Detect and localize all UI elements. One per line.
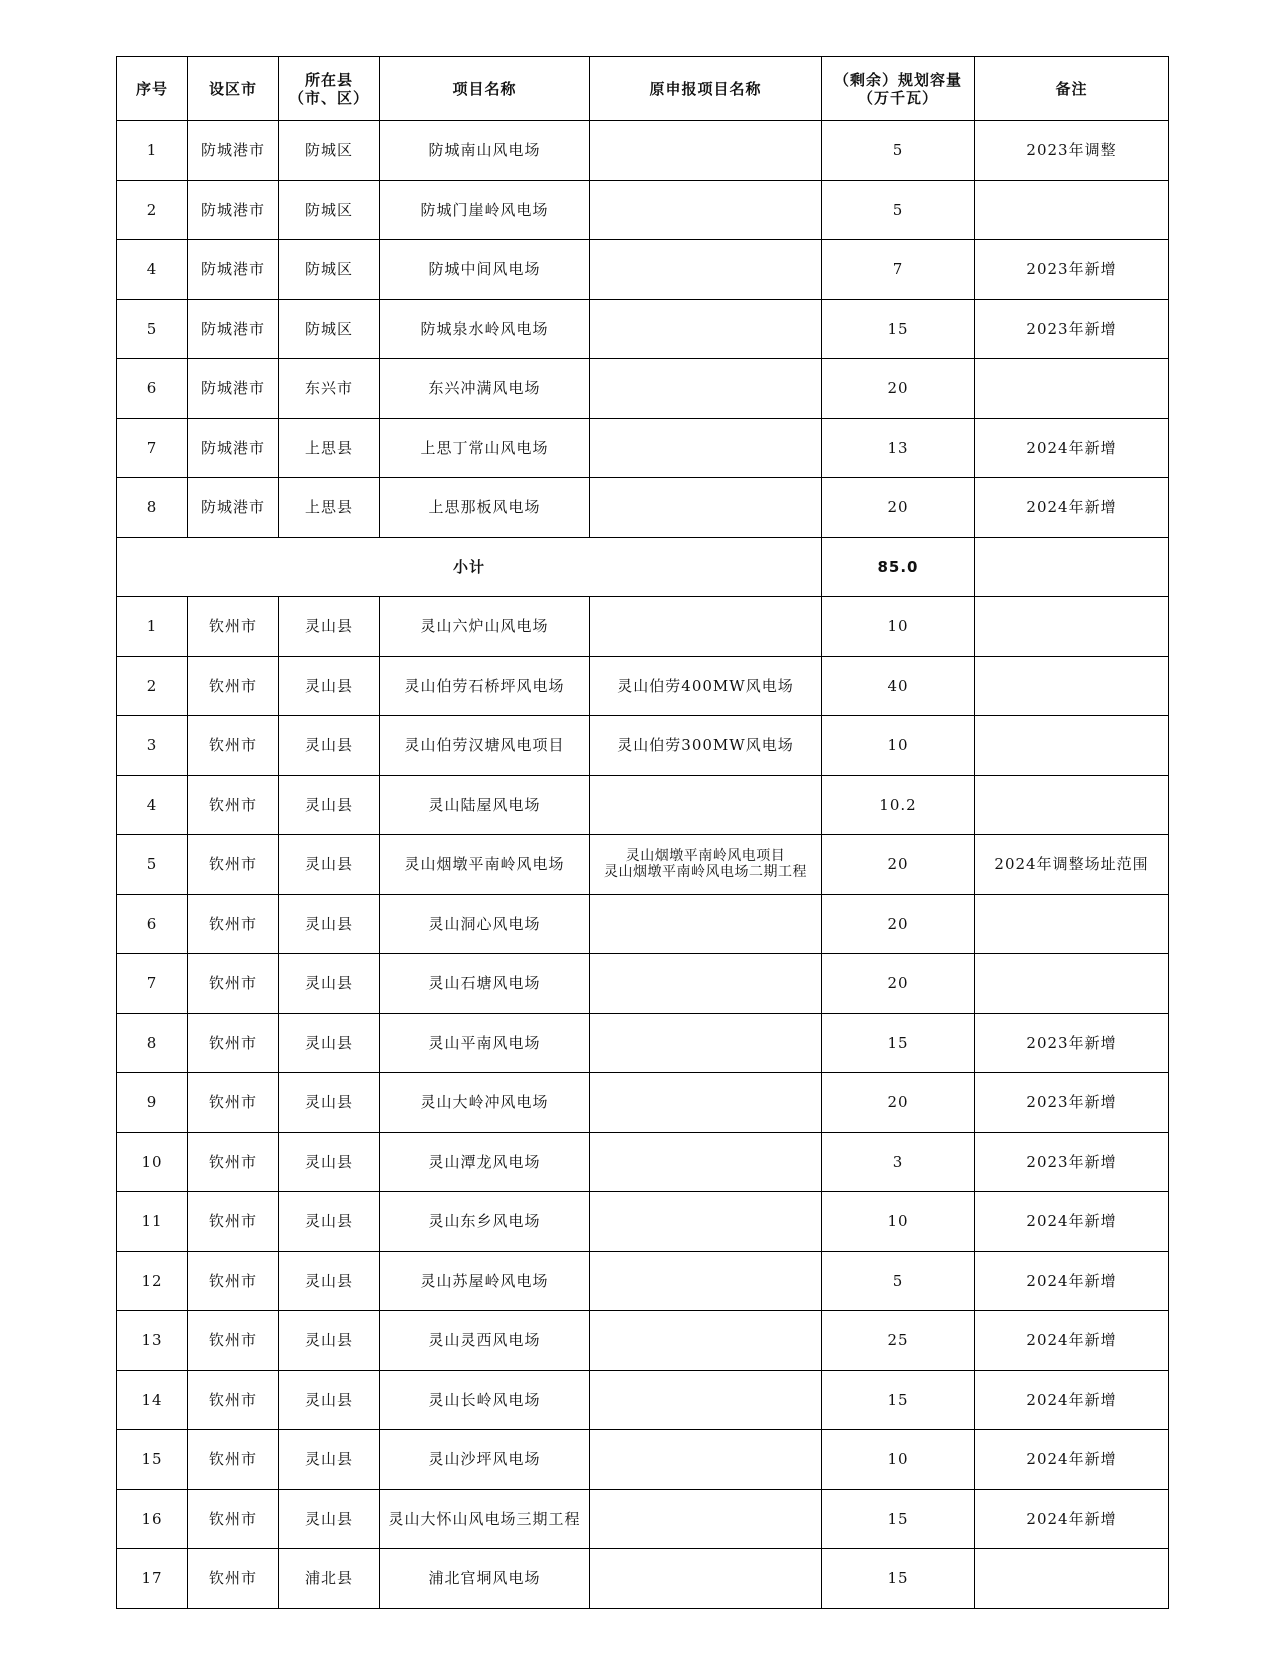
table-row [117, 716, 1169, 776]
cell-city: 钦州市 [188, 1251, 279, 1311]
table-row [117, 418, 1169, 478]
cell-seq: 1 [117, 121, 188, 181]
cell-project-name: 灵山长岭风电场 [380, 1370, 590, 1430]
table-row [117, 299, 1169, 359]
cell-capacity: 10 [822, 1430, 975, 1490]
cell-county: 灵山县 [279, 716, 380, 776]
cell-capacity: 20 [822, 359, 975, 419]
cell-seq: 1 [117, 597, 188, 657]
table-row [117, 1132, 1169, 1192]
table-row [117, 1489, 1169, 1549]
cell-original-name [590, 1430, 822, 1490]
cell-city: 钦州市 [188, 954, 279, 1014]
cell-note [975, 894, 1169, 954]
cell-city: 钦州市 [188, 894, 279, 954]
header-project-name: 项目名称 [380, 57, 590, 121]
cell-county: 防城区 [279, 299, 380, 359]
cell-county: 灵山县 [279, 954, 380, 1014]
table-row [117, 1549, 1169, 1609]
cell-capacity: 40 [822, 656, 975, 716]
cell-city: 防城港市 [188, 240, 279, 300]
cell-note [975, 954, 1169, 1014]
cell-capacity: 25 [822, 1311, 975, 1371]
cell-city: 钦州市 [188, 1073, 279, 1133]
cell-seq: 3 [117, 716, 188, 776]
cell-original-name [590, 1013, 822, 1073]
cell-project-name: 灵山东乡风电场 [380, 1192, 590, 1252]
cell-seq: 6 [117, 894, 188, 954]
cell-city: 钦州市 [188, 656, 279, 716]
header-county: 所在县 （市、区） [279, 57, 380, 121]
table-header [117, 57, 1169, 121]
cell-original-name: 灵山伯劳300MW风电场 [590, 716, 822, 776]
cell-capacity: 7 [822, 240, 975, 300]
cell-original-name [590, 299, 822, 359]
cell-note: 2024年新增 [975, 418, 1169, 478]
header-original-name: 原申报项目名称 [590, 57, 822, 121]
cell-note: 2023年新增 [975, 240, 1169, 300]
cell-project-name: 灵山六炉山风电场 [380, 597, 590, 657]
cell-city: 防城港市 [188, 121, 279, 181]
cell-project-name: 上思那板风电场 [380, 478, 590, 538]
header-seq: 序号 [117, 57, 188, 121]
cell-seq: 6 [117, 359, 188, 419]
cell-project-name: 防城泉水岭风电场 [380, 299, 590, 359]
cell-county: 防城区 [279, 180, 380, 240]
wind-farm-planning-table [116, 56, 1169, 1609]
cell-original-name [590, 1549, 822, 1609]
cell-capacity: 10.2 [822, 775, 975, 835]
table-row [117, 1073, 1169, 1133]
cell-county: 上思县 [279, 478, 380, 538]
cell-city: 钦州市 [188, 1370, 279, 1430]
header-city: 设区市 [188, 57, 279, 121]
cell-seq: 15 [117, 1430, 188, 1490]
cell-original-name [590, 1251, 822, 1311]
header-row [117, 57, 1169, 121]
cell-capacity: 3 [822, 1132, 975, 1192]
subtotal-capacity: 85.0 [822, 537, 975, 597]
cell-project-name: 灵山大怀山风电场三期工程 [380, 1489, 590, 1549]
cell-county: 灵山县 [279, 597, 380, 657]
cell-original-name [590, 597, 822, 657]
cell-note: 2024年新增 [975, 1370, 1169, 1430]
cell-capacity: 20 [822, 954, 975, 1014]
cell-seq: 5 [117, 299, 188, 359]
table-row [117, 240, 1169, 300]
cell-note [975, 359, 1169, 419]
cell-city: 防城港市 [188, 478, 279, 538]
cell-county: 灵山县 [279, 1073, 380, 1133]
table-row [117, 835, 1169, 895]
cell-city: 钦州市 [188, 1013, 279, 1073]
table-row [117, 1370, 1169, 1430]
cell-original-name [590, 894, 822, 954]
cell-seq: 9 [117, 1073, 188, 1133]
cell-note: 2023年调整 [975, 121, 1169, 181]
cell-city: 钦州市 [188, 775, 279, 835]
cell-seq: 10 [117, 1132, 188, 1192]
cell-county: 东兴市 [279, 359, 380, 419]
cell-original-name [590, 954, 822, 1014]
cell-project-name: 灵山潭龙风电场 [380, 1132, 590, 1192]
table-row [117, 359, 1169, 419]
cell-county: 灵山县 [279, 656, 380, 716]
cell-county: 灵山县 [279, 1430, 380, 1490]
cell-project-name: 灵山烟墩平南岭风电场 [380, 835, 590, 895]
table-row [117, 775, 1169, 835]
cell-project-name: 上思丁常山风电场 [380, 418, 590, 478]
cell-note: 2024年新增 [975, 1489, 1169, 1549]
cell-seq: 11 [117, 1192, 188, 1252]
cell-note [975, 656, 1169, 716]
cell-note [975, 597, 1169, 657]
cell-capacity: 15 [822, 1549, 975, 1609]
cell-original-name [590, 478, 822, 538]
cell-project-name: 灵山灵西风电场 [380, 1311, 590, 1371]
cell-county: 灵山县 [279, 1132, 380, 1192]
cell-note: 2024年新增 [975, 1192, 1169, 1252]
cell-note [975, 1549, 1169, 1609]
cell-note [975, 180, 1169, 240]
table-row [117, 597, 1169, 657]
table-row [117, 1311, 1169, 1371]
cell-note: 2023年新增 [975, 1013, 1169, 1073]
cell-county: 灵山县 [279, 1192, 380, 1252]
table-row [117, 1013, 1169, 1073]
cell-county: 浦北县 [279, 1549, 380, 1609]
cell-original-name: 灵山伯劳400MW风电场 [590, 656, 822, 716]
cell-seq: 4 [117, 775, 188, 835]
cell-seq: 14 [117, 1370, 188, 1430]
cell-note: 2024年新增 [975, 478, 1169, 538]
table-row [117, 954, 1169, 1014]
cell-original-name: 灵山烟墩平南岭风电项目 灵山烟墩平南岭风电场二期工程 [590, 835, 822, 895]
wind-farm-table-container [116, 56, 1168, 1609]
cell-seq: 5 [117, 835, 188, 895]
table-row [117, 180, 1169, 240]
cell-project-name: 灵山大岭冲风电场 [380, 1073, 590, 1133]
cell-city: 防城港市 [188, 299, 279, 359]
cell-county: 灵山县 [279, 1311, 380, 1371]
header-capacity: （剩余）规划容量 （万千瓦） [822, 57, 975, 121]
subtotal-row [117, 537, 1169, 597]
cell-note: 2024年新增 [975, 1430, 1169, 1490]
cell-capacity: 20 [822, 894, 975, 954]
cell-project-name: 灵山沙坪风电场 [380, 1430, 590, 1490]
cell-city: 钦州市 [188, 1192, 279, 1252]
cell-capacity: 15 [822, 299, 975, 359]
cell-original-name [590, 1370, 822, 1430]
cell-note: 2023年新增 [975, 299, 1169, 359]
table-row [117, 121, 1169, 181]
subtotal-note [975, 537, 1169, 597]
cell-capacity: 13 [822, 418, 975, 478]
cell-capacity: 15 [822, 1370, 975, 1430]
cell-project-name: 防城中间风电场 [380, 240, 590, 300]
cell-capacity: 20 [822, 478, 975, 538]
cell-city: 钦州市 [188, 597, 279, 657]
cell-capacity: 5 [822, 180, 975, 240]
cell-capacity: 10 [822, 597, 975, 657]
cell-original-name [590, 1132, 822, 1192]
cell-seq: 4 [117, 240, 188, 300]
cell-city: 钦州市 [188, 835, 279, 895]
table-row [117, 1251, 1169, 1311]
cell-original-name [590, 359, 822, 419]
cell-seq: 8 [117, 478, 188, 538]
cell-original-name [590, 1489, 822, 1549]
cell-note [975, 775, 1169, 835]
cell-project-name: 防城南山风电场 [380, 121, 590, 181]
cell-seq: 7 [117, 418, 188, 478]
table-row [117, 894, 1169, 954]
table-row [117, 1192, 1169, 1252]
table-row [117, 1430, 1169, 1490]
header-note: 备注 [975, 57, 1169, 121]
cell-project-name: 灵山苏屋岭风电场 [380, 1251, 590, 1311]
cell-county: 灵山县 [279, 1251, 380, 1311]
cell-note: 2024年新增 [975, 1251, 1169, 1311]
cell-note [975, 716, 1169, 776]
cell-county: 灵山县 [279, 1013, 380, 1073]
cell-project-name: 东兴冲满风电场 [380, 359, 590, 419]
cell-seq: 12 [117, 1251, 188, 1311]
cell-county: 防城区 [279, 121, 380, 181]
cell-original-name [590, 1073, 822, 1133]
cell-project-name: 灵山石塘风电场 [380, 954, 590, 1014]
cell-city: 钦州市 [188, 1430, 279, 1490]
cell-county: 灵山县 [279, 1370, 380, 1430]
cell-seq: 2 [117, 180, 188, 240]
cell-capacity: 20 [822, 1073, 975, 1133]
subtotal-label: 小计 [117, 537, 822, 597]
cell-county: 灵山县 [279, 835, 380, 895]
cell-capacity: 5 [822, 121, 975, 181]
cell-county: 防城区 [279, 240, 380, 300]
cell-capacity: 15 [822, 1489, 975, 1549]
cell-seq: 8 [117, 1013, 188, 1073]
cell-seq: 2 [117, 656, 188, 716]
cell-original-name [590, 775, 822, 835]
cell-project-name: 灵山伯劳汉塘风电项目 [380, 716, 590, 776]
table-row [117, 478, 1169, 538]
table-row [117, 656, 1169, 716]
cell-original-name [590, 180, 822, 240]
cell-county: 上思县 [279, 418, 380, 478]
cell-original-name [590, 1311, 822, 1371]
cell-note: 2023年新增 [975, 1073, 1169, 1133]
cell-capacity: 20 [822, 835, 975, 895]
cell-city: 钦州市 [188, 1489, 279, 1549]
cell-capacity: 15 [822, 1013, 975, 1073]
cell-county: 灵山县 [279, 1489, 380, 1549]
cell-city: 钦州市 [188, 1132, 279, 1192]
cell-seq: 16 [117, 1489, 188, 1549]
cell-note: 2023年新增 [975, 1132, 1169, 1192]
cell-seq: 7 [117, 954, 188, 1014]
cell-city: 钦州市 [188, 716, 279, 776]
cell-city: 防城港市 [188, 180, 279, 240]
cell-original-name [590, 418, 822, 478]
cell-city: 钦州市 [188, 1311, 279, 1371]
cell-capacity: 5 [822, 1251, 975, 1311]
cell-project-name: 灵山洞心风电场 [380, 894, 590, 954]
cell-city: 防城港市 [188, 359, 279, 419]
table-body [117, 121, 1169, 1609]
cell-county: 灵山县 [279, 775, 380, 835]
cell-project-name: 灵山陆屋风电场 [380, 775, 590, 835]
cell-note: 2024年新增 [975, 1311, 1169, 1371]
cell-project-name: 浦北官垌风电场 [380, 1549, 590, 1609]
cell-capacity: 10 [822, 716, 975, 776]
cell-original-name [590, 121, 822, 181]
cell-seq: 13 [117, 1311, 188, 1371]
cell-project-name: 灵山伯劳石桥坪风电场 [380, 656, 590, 716]
cell-city: 防城港市 [188, 418, 279, 478]
cell-project-name: 灵山平南风电场 [380, 1013, 590, 1073]
cell-city: 钦州市 [188, 1549, 279, 1609]
cell-project-name: 防城门崖岭风电场 [380, 180, 590, 240]
cell-note: 2024年调整场址范围 [975, 835, 1169, 895]
cell-original-name [590, 1192, 822, 1252]
cell-original-name [590, 240, 822, 300]
cell-county: 灵山县 [279, 894, 380, 954]
cell-capacity: 10 [822, 1192, 975, 1252]
cell-seq: 17 [117, 1549, 188, 1609]
